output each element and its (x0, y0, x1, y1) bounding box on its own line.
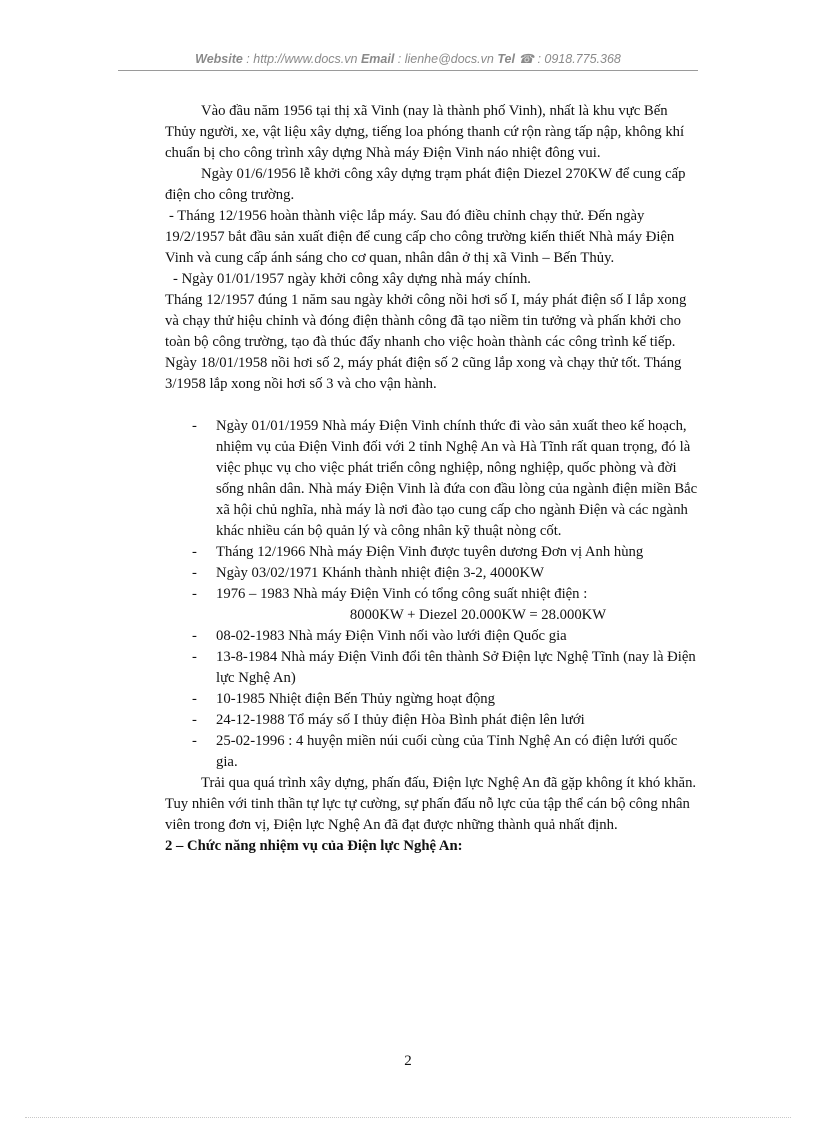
list-item (165, 731, 700, 773)
milestone-list (165, 416, 700, 773)
list-item (165, 689, 700, 710)
header-divider (118, 70, 698, 71)
list-dash: - (192, 712, 197, 728)
page-number: 2 (404, 1053, 412, 1069)
tel-label: Tel (497, 52, 515, 66)
list-item-text: 08-02-1983 Nhà máy Điện Vinh nối vào lưới điện Quốc gia (216, 628, 567, 644)
list-dash: - (192, 418, 197, 434)
list-item-text: 10-1985 Nhiệt điện Bến Thủy ngừng hoạt động (216, 691, 495, 707)
closing-paragraph: Trải qua quá trình xây dựng, phấn đấu, Điện lực Nghệ An đã gặp không ít khó khăn. Tuy nhiên với tinh thần tự lực tự cường, sự phấn đấu nỗ lực của tập thể cán bộ công nhân viên trong đơn vị, Điện lực Nghệ An đã đạt được những thành quả nhất định. (165, 775, 697, 833)
spacer (165, 395, 700, 416)
list-dash: - (192, 628, 197, 644)
page-bottom-border (25, 1117, 791, 1118)
list-item (165, 710, 700, 731)
list-item-text: Ngày 01/01/1959 Nhà máy Điện Vinh chính thức đi vào sản xuất theo kế hoạch, nhiệm vụ của Điện Vinh đối với 2 tỉnh Nghệ An và Hà Tĩnh rất quan trọng, đó là việc phục vụ cho việc phát triển công nghiệp, nông nghiệp, quốc phòng và đời sống nhân dân. Nhà máy Điện Vinh là đứa con đầu lòng của ngành điện miền Bắc xã hội chủ nghĩa, nhà máy là nơi đào tạo cung cấp cho ngành Điện và các ngành khác nhiều cán bộ quản lý và công nhân kỹ thuật nòng cốt. (216, 418, 698, 539)
section-heading: 2 – Chức năng nhiệm vụ của Điện lực Nghệ An: (165, 838, 463, 854)
list-dash: - (192, 586, 197, 602)
list-dash: - (192, 544, 197, 560)
list-item (165, 542, 700, 563)
paragraph-4: - Ngày 01/01/1957 ngày khởi công xây dựng nhà máy chính. (173, 271, 531, 287)
paragraph-1: Vào đầu năm 1956 tại thị xã Vinh (nay là thành phố Vinh), nhất là khu vực Bến Thủy người, xe, vật liệu xây dựng, tiếng loa phóng thanh cứ rộn ràng tấp nập, không khí chuẩn bị cho công trình xây dựng Nhà máy Điện Vinh náo nhiệt đông vui. (165, 103, 685, 161)
list-dash: - (192, 565, 197, 581)
email-label: Email (360, 52, 395, 66)
list-item-text: Tháng 12/1966 Nhà máy Điện Vinh được tuyên dương Đơn vị Anh hùng (216, 544, 644, 560)
capacity-line: 8000KW + Diezel 20.000KW = 28.000KW (349, 607, 607, 623)
paragraph-5: Tháng 12/1957 đúng 1 năm sau ngày khởi công nồi hơi số I, máy phát điện số I lắp xong và chạy thử hiệu chỉnh và đóng điện thành công đã tạo niềm tin tưởng và phấn khởi cho toàn bộ công trường, tạo đà thúc đẩy nhanh cho việc hoàn thành các công trình kế tiếp. Ngày 18/01/1958 nồi hơi số 2, máy phát điện số 2 cũng lắp xong và chạy thử tốt. Tháng 3/1958 lắp xong nồi hơi số 3 và cho vận hành. (165, 292, 687, 392)
paragraph-2: Ngày 01/6/1956 lễ khởi công xây dựng trạm phát điện Diezel 270KW để cung cấp điện cho công trường. (165, 166, 686, 203)
list-item-text: 25-02-1996 : 4 huyện miền núi cuối cùng của Tỉnh Nghệ An có điện lưới quốc gia. (216, 733, 678, 770)
list-dash: - (192, 649, 197, 665)
list-dash: - (192, 691, 197, 707)
tel-value: ☎ : 0918.775.368 (514, 52, 621, 66)
list-dash: - (192, 733, 197, 749)
list-item (165, 626, 700, 647)
list-item (165, 416, 700, 542)
list-item-text: Ngày 03/02/1971 Khánh thành nhiệt điện 3-2, 4000KW (216, 565, 544, 581)
email-value: : lienhe@docs.vn (394, 52, 498, 66)
website-value: : http://www.docs.vn (242, 52, 361, 66)
list-item-text: 1976 – 1983 Nhà máy Điện Vinh có tổng công suất nhiệt điện : (216, 586, 588, 602)
paragraph-3: - Tháng 12/1956 hoàn thành việc lắp máy. Sau đó điều chỉnh chạy thử. Đến ngày 19/2/1957 bắt đầu sản xuất điện để cung cấp cho công trường kiến thiết Nhà máy Điện Vinh và cung cấp ánh sáng cho cơ quan, nhân dân ở thị xã Vinh – Bến Thủy. (165, 208, 675, 266)
list-item-text: 13-8-1984 Nhà máy Điện Vinh đổi tên thành Sở Điện lực Nghệ Tĩnh (nay là Điện lực Nghệ An) (216, 649, 696, 686)
document-body (165, 101, 700, 857)
list-item (165, 584, 700, 626)
website-label: Website (195, 52, 243, 66)
page-header (0, 51, 816, 66)
list-item (165, 647, 700, 689)
list-item-text: 24-12-1988 Tổ máy số I thủy điện Hòa Bình phát điện lên lưới (216, 712, 585, 728)
list-item (165, 563, 700, 584)
